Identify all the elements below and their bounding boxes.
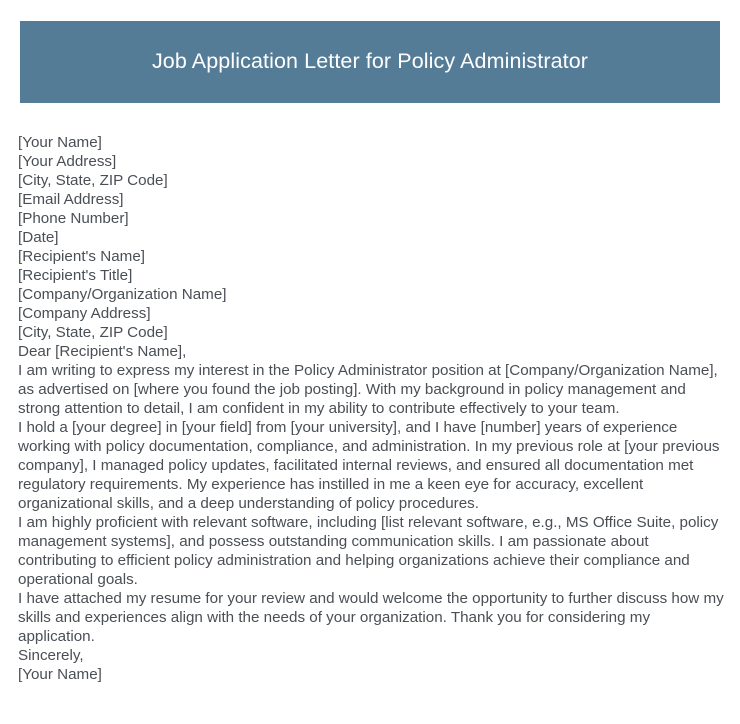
sender-phone-line: [Phone Number] <box>18 210 129 227</box>
letter-content <box>18 133 724 684</box>
recipient-address-line: [Company Address] <box>18 305 151 322</box>
signature-line: [Your Name] <box>18 666 102 683</box>
letter-date-line: [Date] <box>18 229 59 246</box>
closing-line: Sincerely, <box>18 647 84 664</box>
body-paragraph-4: I have attached my resume for your review and would welcome the opportunity to further discuss how my skills and experiences align with the needs of your organization. Thank you for considering my application. <box>18 590 724 645</box>
recipient-name-line: [Recipient's Name] <box>18 248 145 265</box>
recipient-company-line: [Company/Organization Name] <box>18 286 227 303</box>
letter-header-banner <box>20 21 720 103</box>
body-paragraph-1: I am writing to express my interest in the Policy Administrator position at [Company/Organization Name], as advertised on [where you found the job posting]. With my background in policy management and strong attention to detail, I am confident in my ability to contribute effectively to your team. <box>18 362 718 417</box>
salutation: Dear [Recipient's Name], <box>18 343 187 360</box>
sender-address-line: [Your Address] <box>18 153 117 170</box>
sender-email-line: [Email Address] <box>18 191 124 208</box>
body-paragraph-2: I hold a [your degree] in [your field] from [your university], and I have [number] years of experience working with policy documentation, compliance, and administration. In my previous role at [your previous company], I managed policy updates, facilitated internal reviews, and ensured all documentation met regulatory requirements. My experience has instilled in me a keen eye for accuracy, excellent organizational skills, and a deep understanding of policy procedures. <box>18 419 720 512</box>
sender-name-line: [Your Name] <box>18 134 102 151</box>
page-title: Job Application Letter for Policy Administrator <box>151 49 589 74</box>
recipient-city-line: [City, State, ZIP Code] <box>18 324 168 341</box>
body-paragraph-3: I am highly proficient with relevant software, including [list relevant software, e.g., MS Office Suite, policy management systems], and possess outstanding communication skills. I am passionate about contributing to efficient policy administration and helping organizations achieve their compliance and operational goals. <box>18 514 719 588</box>
sender-city-line: [City, State, ZIP Code] <box>18 172 168 189</box>
recipient-title-line: [Recipient's Title] <box>18 267 133 284</box>
